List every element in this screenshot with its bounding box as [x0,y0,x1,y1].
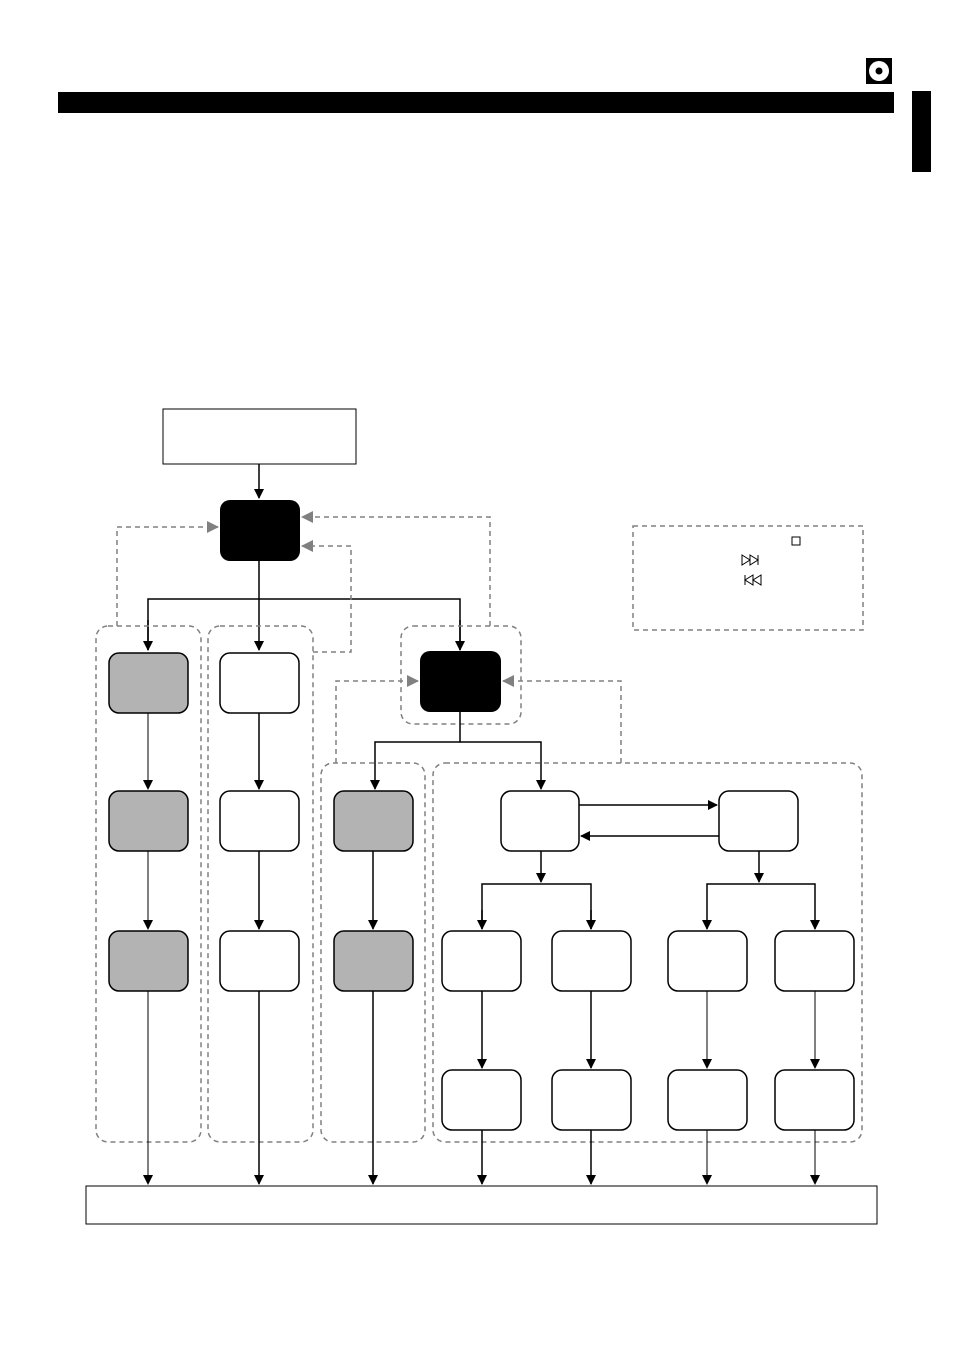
node-c1 [334,791,413,851]
node-a1 [109,653,188,713]
column-a [109,653,188,1184]
node-d-bottom-3 [668,1070,747,1130]
node-b3 [220,931,299,991]
column-d [442,791,854,1184]
column-b [220,653,299,1184]
node-d-bottom-1 [442,1070,521,1130]
stop-icon [792,537,800,545]
skip-back-icon [745,575,761,585]
node-d-mid-3 [668,931,747,991]
node-a2 [109,791,188,851]
root-node [220,500,300,561]
node-d-top-right [719,791,798,851]
skip-forward-icon [742,555,758,565]
node-d-mid-4 [775,931,854,991]
title-bar [58,92,894,113]
side-tab [912,91,931,172]
node-d-mid-1 [442,931,521,991]
node-b1 [220,653,299,713]
end-bar [86,1186,877,1224]
node-a3 [109,931,188,991]
node-d-bottom-2 [552,1070,631,1130]
legend [742,537,800,585]
node-b2 [220,791,299,851]
node-d-mid-2 [552,931,631,991]
node-c2 [334,931,413,991]
disc-icon [866,58,892,84]
sub-node [420,651,501,712]
node-d-bottom-4 [775,1070,854,1130]
root-branch-lines [148,561,460,650]
node-d-top-left [501,791,579,851]
start-box [163,409,356,464]
column-c [334,791,413,1184]
return-paths [117,517,621,763]
sub-branch-lines [375,712,541,789]
